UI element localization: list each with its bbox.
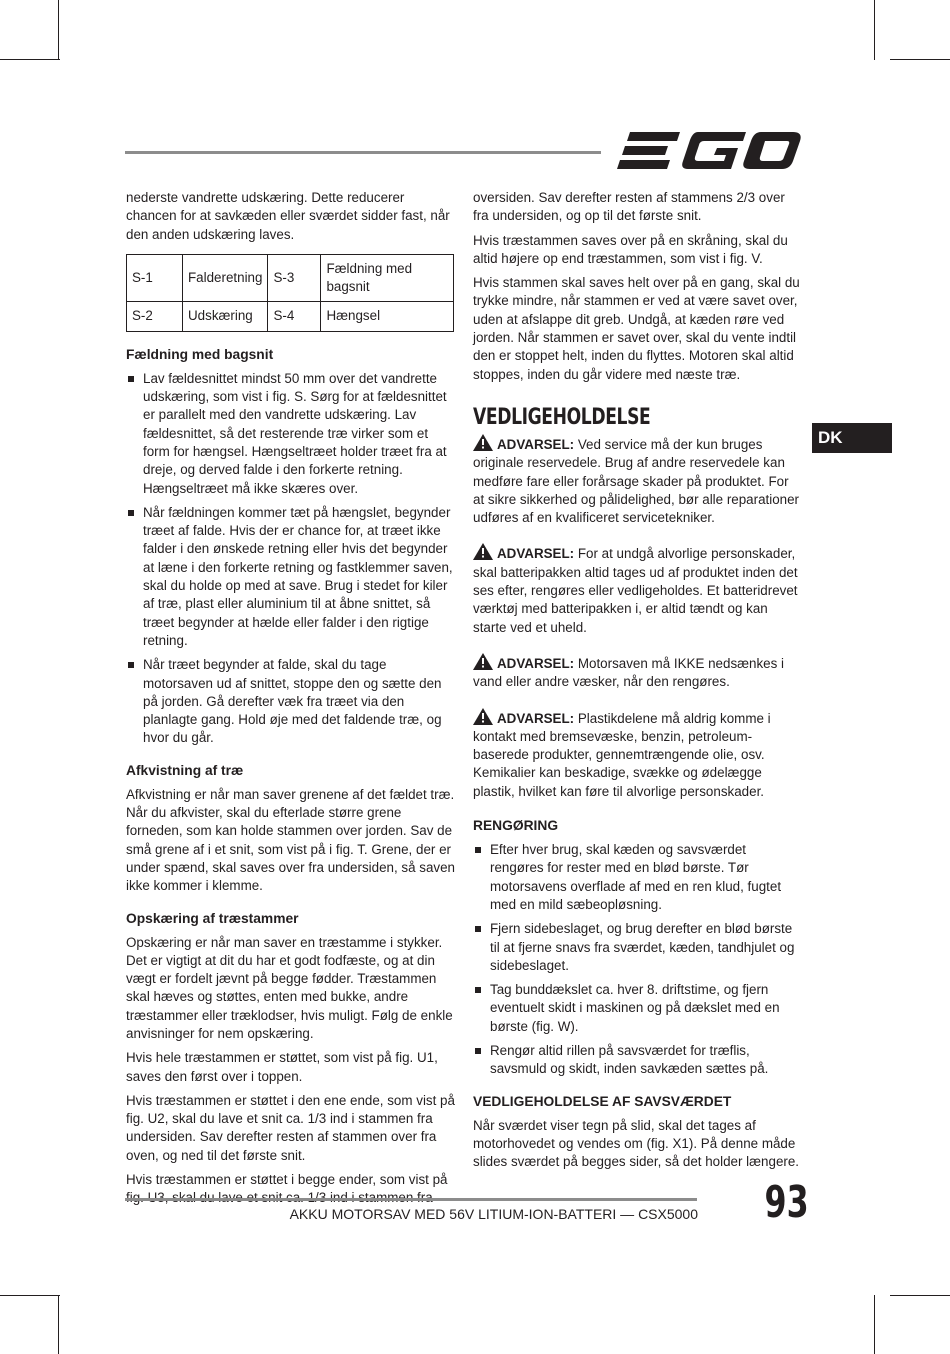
crop-mark xyxy=(58,0,59,60)
square-bullet-icon xyxy=(475,847,481,853)
section-title-maintenance: VEDLIGEHOLDELSE xyxy=(473,404,651,430)
list-item-text: Når træet begynder at falde, skal du tage motorsaven ud af snittet, stoppe den og sætte den på jorden. Gå derefter væk fra træet via den planlagte gang. Hold øje med det faldende træ, og hvor du går. xyxy=(143,657,442,746)
list-item xyxy=(473,841,802,914)
bucking-paragraph: Hvis træstammen er støttet i begge ender, som vist på xyxy=(126,1172,448,1188)
bucking-paragraph: Opskæring er når man saver en træstamme i stykker. Det er vigtigt at dit du har et godt fodfæste, og at din vægt er fordelt jævnt på begge fødder. Træstammen skal hæves og støttes, enten med bukke, andre træstammer eller træklodser, hvis muligt. Følg de enkle anvisninger for nem opskæring. xyxy=(126,934,453,1041)
bucking-paragraph: Hvis hele træstammen er støttet, som vist på fig. U1, saves den først over i toppen. xyxy=(126,1050,438,1084)
list-item xyxy=(473,981,802,1036)
list-item xyxy=(126,370,455,498)
list-item-text: Efter hver brug, skal kæden og savsværdet rengøres for rester med en blød børste. Tør motorsavens overflade af med en ren klud, fugtet med en mild sæbeopløsning. xyxy=(490,842,782,912)
continued-paragraph: Hvis stammen skal saves helt over på en gang, skal du trykke mindre, når stammen er ved at være savet over, uden at afslappe dit greb. Undgå, at kæden røre ved jorden. Når stammen er savet over, skal du vente indtil den er stoppet helt, inden du flyttes. Motoren skal altid stoppes, inden du går videre med næste træ. xyxy=(473,275,800,382)
list-item-text: Når fældningen kommer tæt på hængslet, begynder træet af falde. Hvis der er chance for, at træet ikke falder i den ønskede retning eller hvis det begynder at læne i den forkerte retning og fastklemmer saven, skal du holde op med at save. Brug i stedet for kiler af træ, plast eller aluminium til at åbne snittet, så træet begynder at hælde eller falder i den rigtige retning. xyxy=(143,504,453,648)
warning-label: ADVARSEL: xyxy=(497,436,575,452)
continued-paragraph: Hvis træstammen saves over på en skråning, skal du altid højere op end træstammen, som vist i fig. V. xyxy=(473,232,788,266)
warning-text: For at undgå alvorlige personskader, skal batteripakken altid tages ud af produktet inden det ses efter, rengøres eller vedligeholdes. Et batteridrevet værktøj med batteripakken i, er altid tændt og kan starte ved et uheld. xyxy=(473,546,798,635)
warning-label: ADVARSEL: xyxy=(497,710,575,726)
language-tab: DK xyxy=(812,423,892,453)
square-bullet-icon xyxy=(475,987,481,993)
list-item-text: Lav fældesnittet mindst 50 mm over det vandrette udskæring, som vist i fig. S. Sørg for at fældesnittet er parallelt med den vandrette udskæring. Lav fældesnittet, så det resterende træ virker som et form for hængsel. Hængseltræet holder træet fra at dreje, og derved falde i den forkerte retning. Hængseltræet må ikke skæres over. xyxy=(143,370,447,496)
left-column xyxy=(126,189,455,1214)
crop-mark xyxy=(874,0,875,60)
table-cell: S-1 xyxy=(127,254,183,302)
table-cell: S-2 xyxy=(127,302,183,331)
square-bullet-icon xyxy=(128,662,134,668)
warning-triangle-icon xyxy=(473,708,493,725)
warning-text: Motorsaven må IKKE nedsænkes i vand eller andre væsker, når den rengøres. xyxy=(473,655,785,690)
warning-label: ADVARSEL: xyxy=(497,546,575,562)
table-cell: Fældning med bagsnit xyxy=(321,254,454,302)
crop-mark xyxy=(890,59,950,60)
table-cell: Udskæring xyxy=(183,302,268,331)
list-item xyxy=(126,504,455,650)
right-column xyxy=(473,189,802,1177)
heading-bar-maintenance: VEDLIGEHOLDELSE AF SAVSVÆRDET xyxy=(473,1093,732,1109)
table-cell: S-3 xyxy=(268,254,321,302)
crop-mark xyxy=(0,59,60,60)
heading-cleaning: RENGØRING xyxy=(473,818,559,834)
list-item-text: Tag bunddækslet ca. hver 8. driftstime, og fjern eventuelt skidt i maskinen og på dækslet med en børste (fig. W). xyxy=(490,982,780,1034)
list-item xyxy=(473,920,802,975)
footer-rule xyxy=(125,1198,697,1201)
back-cut-list xyxy=(126,370,455,748)
table-cell: Falderetning xyxy=(183,254,268,302)
bucking-paragraph: Hvis træstammen er støttet i den ene ende, som vist på fig. U2, skal du lave et snit ca. 1/3 ind i stammen fra undersiden. Sav derefter resten af stammen over fra oven, og ned til det første snit. xyxy=(126,1092,455,1163)
warning-text: Plastikdelene må aldrig komme i kontakt med bremsevæske, benzin, petroleum-baserede produkter, gennemtrængende olie, osv. Kemikalier kan beskadige, svække og ødelægge plastik, hvilket kan føre til alvorlige personskader. xyxy=(473,710,771,799)
cleaning-list xyxy=(473,841,802,1079)
limbing-paragraph: Afkvistning er når man saver grenene af det fældet træ. Når du afkvister, skal du efterlade større grene forneden, som kan holde stammen over jorden. Sav de små grene af i et snit, som vist på i fig. T. Grene, der er under spænd, skal saves over fra undersiden, så saven ikke kommer i klemme. xyxy=(126,786,455,894)
header-rule xyxy=(125,151,601,154)
heading-limbing: Afkvistning af træ xyxy=(126,762,244,778)
figure-legend-table xyxy=(126,254,454,332)
intro-paragraph: nederste vandrette udskæring. Dette reducerer chancen for at savkæden eller sværdet sidder fast, når den anden udskæring laves. xyxy=(126,190,450,242)
square-bullet-icon xyxy=(128,510,134,516)
crop-mark xyxy=(58,1295,59,1354)
table-row xyxy=(127,302,454,331)
list-item xyxy=(126,656,455,747)
table-row xyxy=(127,254,454,302)
crop-mark xyxy=(890,1295,950,1296)
footer-title: AKKU MOTORSAV MED 56V LITIUM-ION-BATTERI — CSX5000 xyxy=(289,1206,698,1222)
crop-mark xyxy=(0,1295,60,1296)
brand-logo xyxy=(616,128,802,174)
list-item-text: Rengør altid rillen på savsværdet for træflis, savsmuld og skidt, inden savkæden sættes på. xyxy=(490,1042,769,1077)
bar-paragraph: Når sværdet viser tegn på slid, skal det tages af motorhovedet og vendes om (fig. X1). På denne måde slides sværdet på begges sider, så det holder længere. xyxy=(473,1117,800,1170)
warning-triangle-icon xyxy=(473,543,493,560)
square-bullet-icon xyxy=(475,926,481,932)
heading-back-cut: Fældning med bagsnit xyxy=(126,346,274,362)
table-cell: S-4 xyxy=(268,302,321,331)
square-bullet-icon xyxy=(475,1048,481,1054)
continued-paragraph: oversiden. Sav derefter resten af stammens 2/3 over fra undersiden, og op til det første snit. xyxy=(473,190,785,224)
page-number: 93 xyxy=(764,1177,809,1228)
table-cell: Hængsel xyxy=(321,302,454,331)
heading-bucking: Opskæring af træstammer xyxy=(126,910,299,926)
warning-triangle-icon xyxy=(473,653,493,670)
crop-mark xyxy=(874,1295,875,1354)
warning-block xyxy=(473,434,802,527)
warning-label: ADVARSEL: xyxy=(497,655,575,671)
warning-block xyxy=(473,708,802,801)
warning-block xyxy=(473,543,802,636)
square-bullet-icon xyxy=(128,376,134,382)
warning-text: Ved service må der kun bruges originale reservedele. Brug af andre reservedele kan medføre fare eller forårsage skader på produktet. For at sikre sikkerhed og pålidelighed, bør alle reparationer udføres af en kvalificeret servicetekniker. xyxy=(473,436,800,526)
warning-block xyxy=(473,653,802,692)
list-item-text: Fjern sidebeslaget, og brug derefter en blød børste til at fjerne snavs fra sværdet, kæden, tandhjulet og sidebeslaget. xyxy=(490,921,795,973)
warning-triangle-icon xyxy=(473,434,493,451)
list-item xyxy=(473,1042,802,1079)
